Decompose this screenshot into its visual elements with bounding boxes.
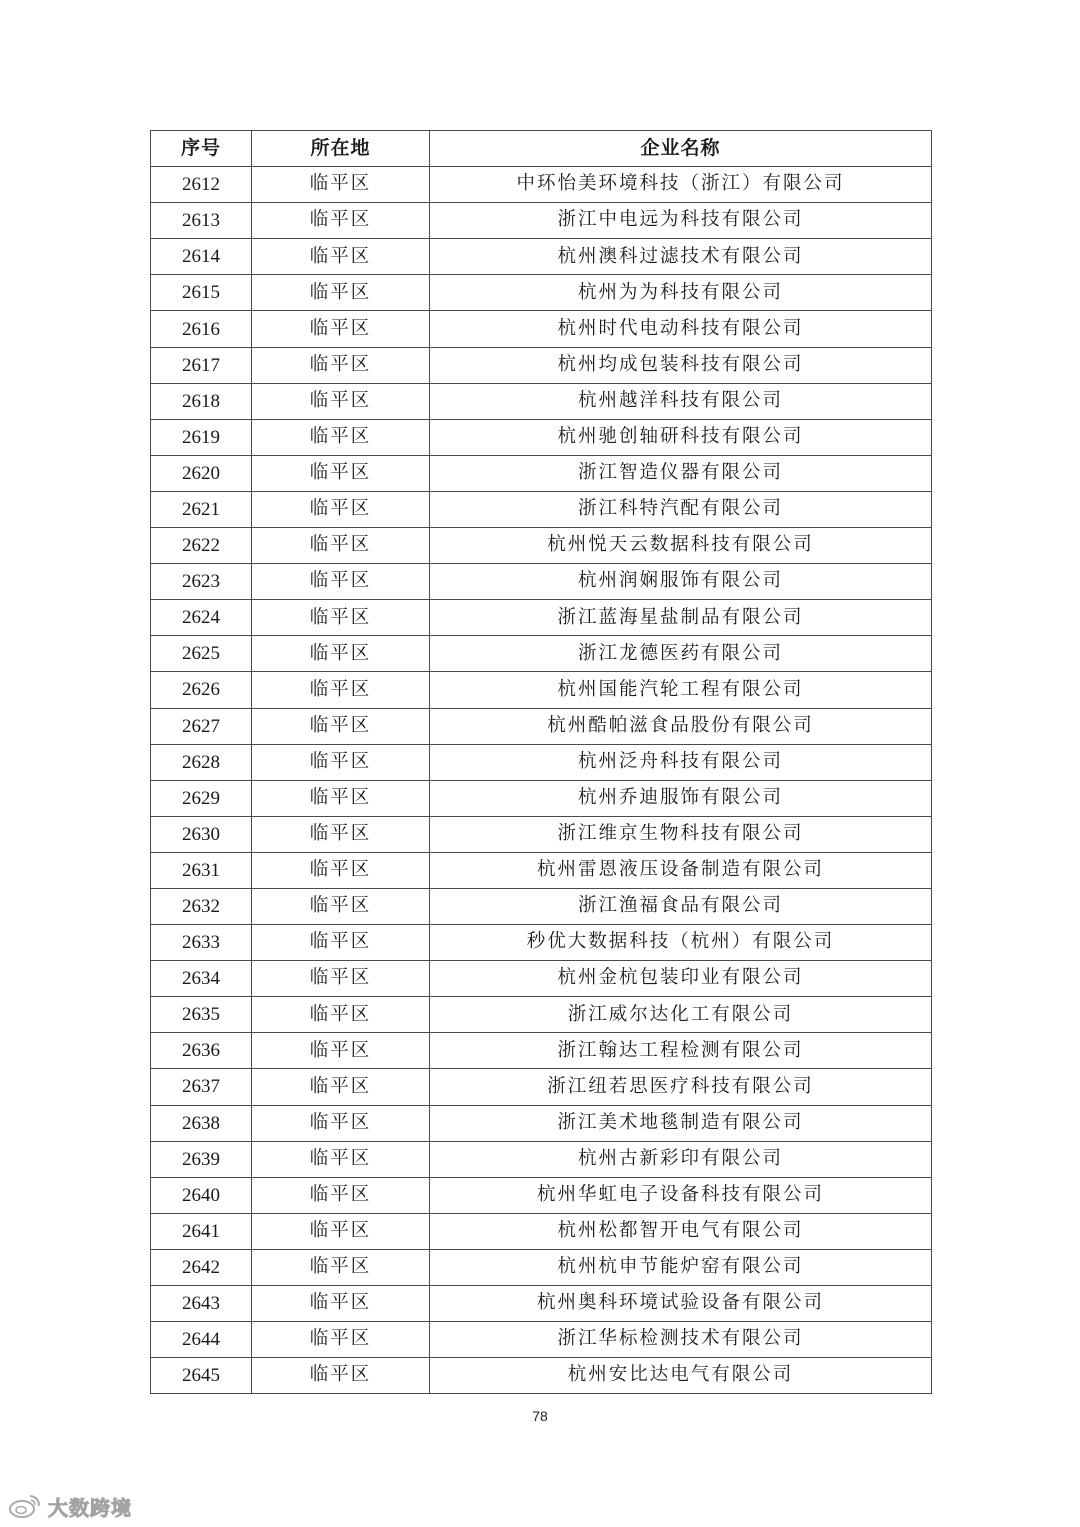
cell-index: 2612 [151, 167, 252, 203]
table-row [151, 744, 932, 780]
cell-company: 杭州安比达电气有限公司 [430, 1358, 932, 1394]
cell-location: 临平区 [252, 167, 430, 203]
cell-company: 杭州乔迪服饰有限公司 [430, 780, 932, 816]
watermark-text: 大数跨境 [48, 1495, 132, 1520]
cell-index: 2623 [151, 564, 252, 600]
cell-location: 临平区 [252, 1105, 430, 1141]
table-row [151, 888, 932, 924]
cell-location: 临平区 [252, 672, 430, 708]
cell-location: 临平区 [252, 528, 430, 564]
table-row [151, 491, 932, 527]
table-row [151, 1322, 932, 1358]
cell-index: 2640 [151, 1177, 252, 1213]
cell-location: 临平区 [252, 383, 430, 419]
cell-location: 临平区 [252, 961, 430, 997]
table-row [151, 1213, 932, 1249]
cell-location: 临平区 [252, 203, 430, 239]
cell-index: 2636 [151, 1033, 252, 1069]
table-row [151, 1141, 932, 1177]
table-row [151, 311, 932, 347]
table-row [151, 816, 932, 852]
cell-index: 2619 [151, 419, 252, 455]
cell-company: 杭州为为科技有限公司 [430, 275, 932, 311]
cell-location: 临平区 [252, 1358, 430, 1394]
cell-company: 杭州雷恩液压设备制造有限公司 [430, 852, 932, 888]
cell-index: 2632 [151, 888, 252, 924]
table-row [151, 852, 932, 888]
cell-index: 2622 [151, 528, 252, 564]
cell-index: 2639 [151, 1141, 252, 1177]
cell-company: 杭州悦天云数据科技有限公司 [430, 528, 932, 564]
table-row [151, 1286, 932, 1322]
cell-company: 浙江维京生物科技有限公司 [430, 816, 932, 852]
table-row [151, 1249, 932, 1285]
table-row [151, 1033, 932, 1069]
table-row [151, 600, 932, 636]
cell-index: 2628 [151, 744, 252, 780]
cell-index: 2613 [151, 203, 252, 239]
cell-company: 杭州澳科过滤技术有限公司 [430, 239, 932, 275]
cell-location: 临平区 [252, 239, 430, 275]
cell-company: 浙江威尔达化工有限公司 [430, 997, 932, 1033]
cell-location: 临平区 [252, 1177, 430, 1213]
cell-company: 浙江蓝海星盐制品有限公司 [430, 600, 932, 636]
cell-company: 杭州泛舟科技有限公司 [430, 744, 932, 780]
cell-company: 浙江渔福食品有限公司 [430, 888, 932, 924]
cell-company: 秒优大数据科技（杭州）有限公司 [430, 925, 932, 961]
table-row [151, 1069, 932, 1105]
cell-company: 浙江美术地毯制造有限公司 [430, 1105, 932, 1141]
table-row [151, 672, 932, 708]
table-row [151, 1105, 932, 1141]
table-row [151, 455, 932, 491]
cell-index: 2631 [151, 852, 252, 888]
cell-location: 临平区 [252, 708, 430, 744]
cell-location: 临平区 [252, 347, 430, 383]
table-row [151, 167, 932, 203]
cell-company: 杭州松都智开电气有限公司 [430, 1213, 932, 1249]
table-row [151, 780, 932, 816]
cell-location: 临平区 [252, 1286, 430, 1322]
header-index: 序号 [151, 131, 252, 167]
cell-index: 2641 [151, 1213, 252, 1249]
cell-index: 2621 [151, 491, 252, 527]
cell-index: 2635 [151, 997, 252, 1033]
cell-location: 临平区 [252, 852, 430, 888]
cell-location: 临平区 [252, 1069, 430, 1105]
table-row [151, 636, 932, 672]
table-row [151, 1358, 932, 1394]
page-number: 78 [532, 1408, 548, 1424]
weibo-logo-icon [8, 1492, 42, 1520]
cell-location: 临平区 [252, 455, 430, 491]
cell-index: 2629 [151, 780, 252, 816]
cell-index: 2615 [151, 275, 252, 311]
cell-company: 杭州酷帕滋食品股份有限公司 [430, 708, 932, 744]
cell-index: 2643 [151, 1286, 252, 1322]
cell-company: 浙江华标检测技术有限公司 [430, 1322, 932, 1358]
cell-company: 浙江翰达工程检测有限公司 [430, 1033, 932, 1069]
header-location: 所在地 [252, 131, 430, 167]
cell-location: 临平区 [252, 925, 430, 961]
cell-location: 临平区 [252, 275, 430, 311]
cell-location: 临平区 [252, 1141, 430, 1177]
cell-company: 杭州时代电动科技有限公司 [430, 311, 932, 347]
cell-index: 2618 [151, 383, 252, 419]
table-row [151, 528, 932, 564]
cell-company: 浙江龙德医药有限公司 [430, 636, 932, 672]
table-row [151, 564, 932, 600]
cell-location: 临平区 [252, 600, 430, 636]
cell-index: 2630 [151, 816, 252, 852]
cell-company: 杭州金杭包装印业有限公司 [430, 961, 932, 997]
cell-index: 2634 [151, 961, 252, 997]
cell-index: 2642 [151, 1249, 252, 1285]
table-row [151, 203, 932, 239]
cell-company: 杭州驰创轴研科技有限公司 [430, 419, 932, 455]
cell-company: 杭州越洋科技有限公司 [430, 383, 932, 419]
cell-company: 杭州杭申节能炉窑有限公司 [430, 1249, 932, 1285]
table-row [151, 347, 932, 383]
cell-index: 2614 [151, 239, 252, 275]
cell-location: 临平区 [252, 1213, 430, 1249]
cell-index: 2620 [151, 455, 252, 491]
table-row [151, 275, 932, 311]
cell-location: 临平区 [252, 780, 430, 816]
cell-location: 临平区 [252, 636, 430, 672]
cell-location: 临平区 [252, 491, 430, 527]
header-company: 企业名称 [430, 131, 932, 167]
cell-company: 浙江科特汽配有限公司 [430, 491, 932, 527]
cell-index: 2626 [151, 672, 252, 708]
cell-index: 2644 [151, 1322, 252, 1358]
cell-index: 2627 [151, 708, 252, 744]
table-body [151, 167, 932, 1394]
cell-company: 中环怡美环境科技（浙江）有限公司 [430, 167, 932, 203]
table-row [151, 1177, 932, 1213]
cell-company: 浙江纽若思医疗科技有限公司 [430, 1069, 932, 1105]
company-table [150, 130, 932, 1394]
cell-location: 临平区 [252, 1249, 430, 1285]
cell-index: 2645 [151, 1358, 252, 1394]
table-header-row [151, 131, 932, 167]
cell-company: 杭州古新彩印有限公司 [430, 1141, 932, 1177]
cell-location: 临平区 [252, 564, 430, 600]
cell-location: 临平区 [252, 744, 430, 780]
cell-index: 2617 [151, 347, 252, 383]
cell-index: 2637 [151, 1069, 252, 1105]
cell-company: 杭州润娴服饰有限公司 [430, 564, 932, 600]
table-row [151, 419, 932, 455]
table-row [151, 925, 932, 961]
cell-index: 2616 [151, 311, 252, 347]
cell-company: 浙江中电远为科技有限公司 [430, 203, 932, 239]
table-row [151, 708, 932, 744]
table-row [151, 239, 932, 275]
cell-location: 临平区 [252, 1033, 430, 1069]
table-row [151, 383, 932, 419]
cell-index: 2638 [151, 1105, 252, 1141]
cell-index: 2625 [151, 636, 252, 672]
cell-index: 2624 [151, 600, 252, 636]
cell-index: 2633 [151, 925, 252, 961]
table-row [151, 997, 932, 1033]
cell-location: 临平区 [252, 311, 430, 347]
cell-company: 杭州奥科环境试验设备有限公司 [430, 1286, 932, 1322]
cell-company: 杭州国能汽轮工程有限公司 [430, 672, 932, 708]
cell-company: 杭州华虹电子设备科技有限公司 [430, 1177, 932, 1213]
cell-company: 浙江智造仪器有限公司 [430, 455, 932, 491]
cell-company: 杭州均成包装科技有限公司 [430, 347, 932, 383]
cell-location: 临平区 [252, 419, 430, 455]
cell-location: 临平区 [252, 816, 430, 852]
watermark [8, 1489, 132, 1523]
cell-location: 临平区 [252, 1322, 430, 1358]
cell-location: 临平区 [252, 997, 430, 1033]
cell-location: 临平区 [252, 888, 430, 924]
table-row [151, 961, 932, 997]
